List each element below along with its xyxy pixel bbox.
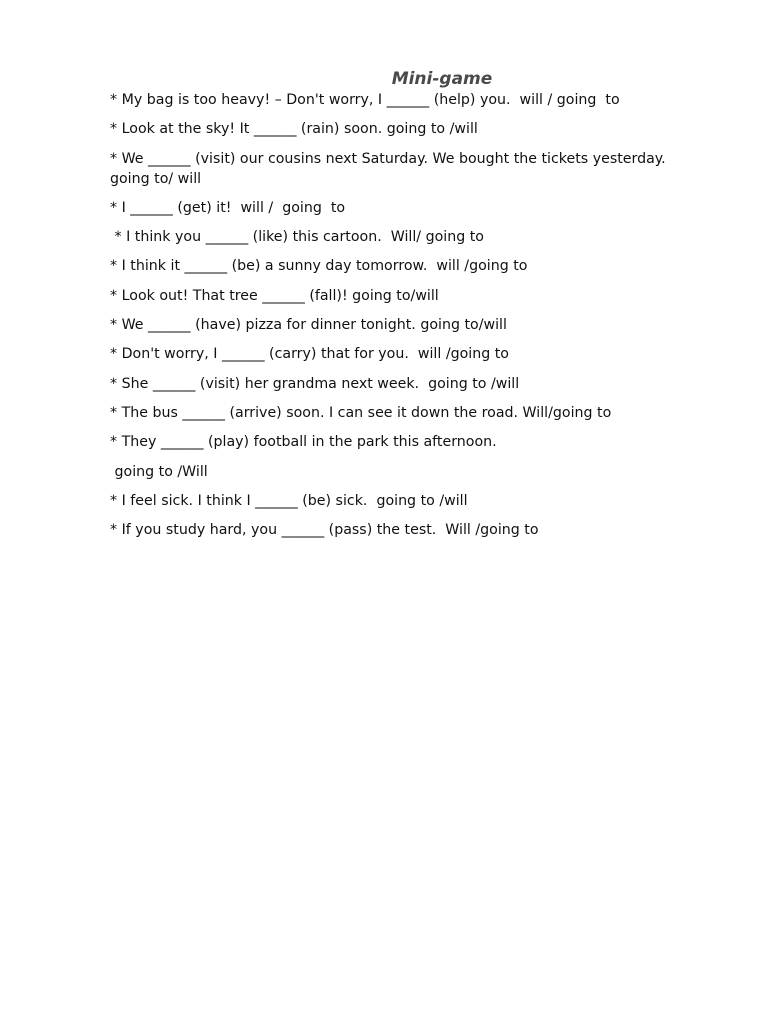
exercise-line-12: * They ______ (play) football in the park this afternoon. xyxy=(110,434,497,451)
exercise-line-1: * My bag is too heavy! – Don't worry, I ______ (help) you. will / going to xyxy=(110,92,620,108)
exercise-line-10: * She ______ (visit) her grandma next week. going to /will xyxy=(110,375,520,392)
exercise-line-8: * We ______ (have) pizza for dinner tonight. going to/will xyxy=(110,317,507,334)
exercise-line-11: * The bus ______ (arrive) soon. I can see it down the road. Will/going to xyxy=(110,404,612,421)
exercise-line-4: * I ______ (get) it! will / going to xyxy=(110,199,346,216)
exercise-line-13: * I feel sick. I think I ______ (be) sick. going to /will xyxy=(110,492,468,509)
exercise-list xyxy=(110,90,675,549)
exercise-line-14: * If you study hard, you ______ (pass) the test. Will /going to xyxy=(110,522,539,539)
exercise-line-2: * Look at the sky! It ______ (rain) soon. going to /will xyxy=(110,121,478,138)
exercise-line-6: * I think it ______ (be) a sunny day tomorrow. will /going to xyxy=(110,258,528,275)
exercise-line-7: * Look out! That tree ______ (fall)! going to/will xyxy=(110,287,439,304)
exercise-line-9: * Don't worry, I ______ (carry) that for you. will /going to xyxy=(110,346,509,363)
exercise-line-12-options: going to /Will xyxy=(110,463,208,480)
page-title: Mini-game xyxy=(391,69,493,89)
exercise-line-5: * I think you ______ (like) this cartoon. Will/ going to xyxy=(110,229,484,246)
exercise-line-3: * We ______ (visit) our cousins next Saturday. We bought the tickets yesterday. going to/ will xyxy=(110,150,675,187)
